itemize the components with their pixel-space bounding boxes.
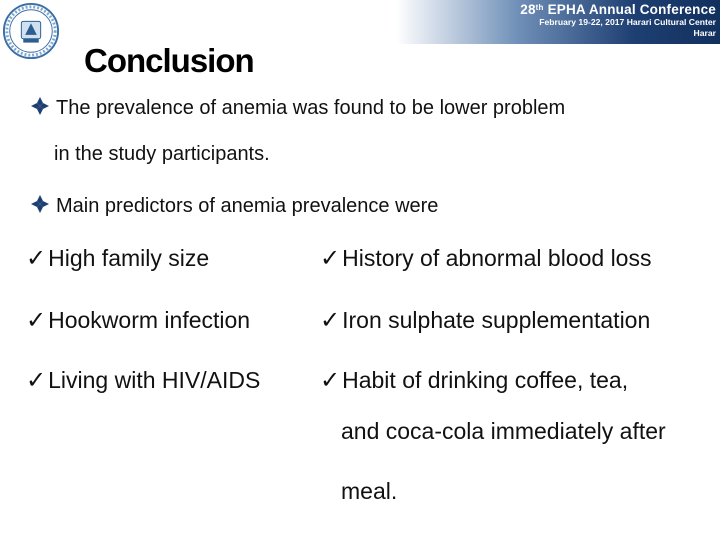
predictor-continuation: meal. xyxy=(341,478,398,504)
bullet-prevalence xyxy=(30,96,565,120)
bullet-text: Main predictors of anemia prevalence were xyxy=(56,195,439,217)
diamond-bullet-icon xyxy=(30,96,50,116)
conference-city: Harar xyxy=(693,28,716,38)
checkmark-icon: ✓ xyxy=(26,244,47,272)
header-banner xyxy=(0,0,720,44)
conference-info xyxy=(520,0,716,38)
predictor-item: ✓High family size xyxy=(26,244,210,272)
checkmark-icon: ✓ xyxy=(26,306,47,334)
checkmark-icon: ✓ xyxy=(320,306,341,334)
checkmark-icon: ✓ xyxy=(320,244,341,272)
predictor-item: ✓History of abnormal blood loss xyxy=(320,244,652,272)
checkmark-icon: ✓ xyxy=(320,366,341,394)
bullet-text: The prevalence of anemia was found to be lower problem xyxy=(56,97,566,119)
predictor-item: ✓Iron sulphate supplementation xyxy=(320,306,651,334)
predictor-item: ✓Living with HIV/AIDS xyxy=(26,366,261,394)
checkmark-icon: ✓ xyxy=(26,366,47,394)
conference-dates-venue: February 19-22, 2017 Harari Cultural Center xyxy=(539,17,716,27)
diamond-bullet-icon xyxy=(30,194,50,214)
bullet-continuation: in the study participants. xyxy=(54,143,270,165)
association-logo-icon xyxy=(2,2,60,60)
bullet-predictors xyxy=(30,194,438,218)
predictor-item: ✓Hookworm infection xyxy=(26,306,251,334)
predictor-continuation: and coca-cola immediately after xyxy=(341,418,666,444)
slide-title: Conclusion xyxy=(84,42,254,79)
conference-title: 28th EPHA Annual Conference xyxy=(520,2,716,17)
predictor-item: ✓Habit of drinking coffee, tea, xyxy=(320,366,629,394)
